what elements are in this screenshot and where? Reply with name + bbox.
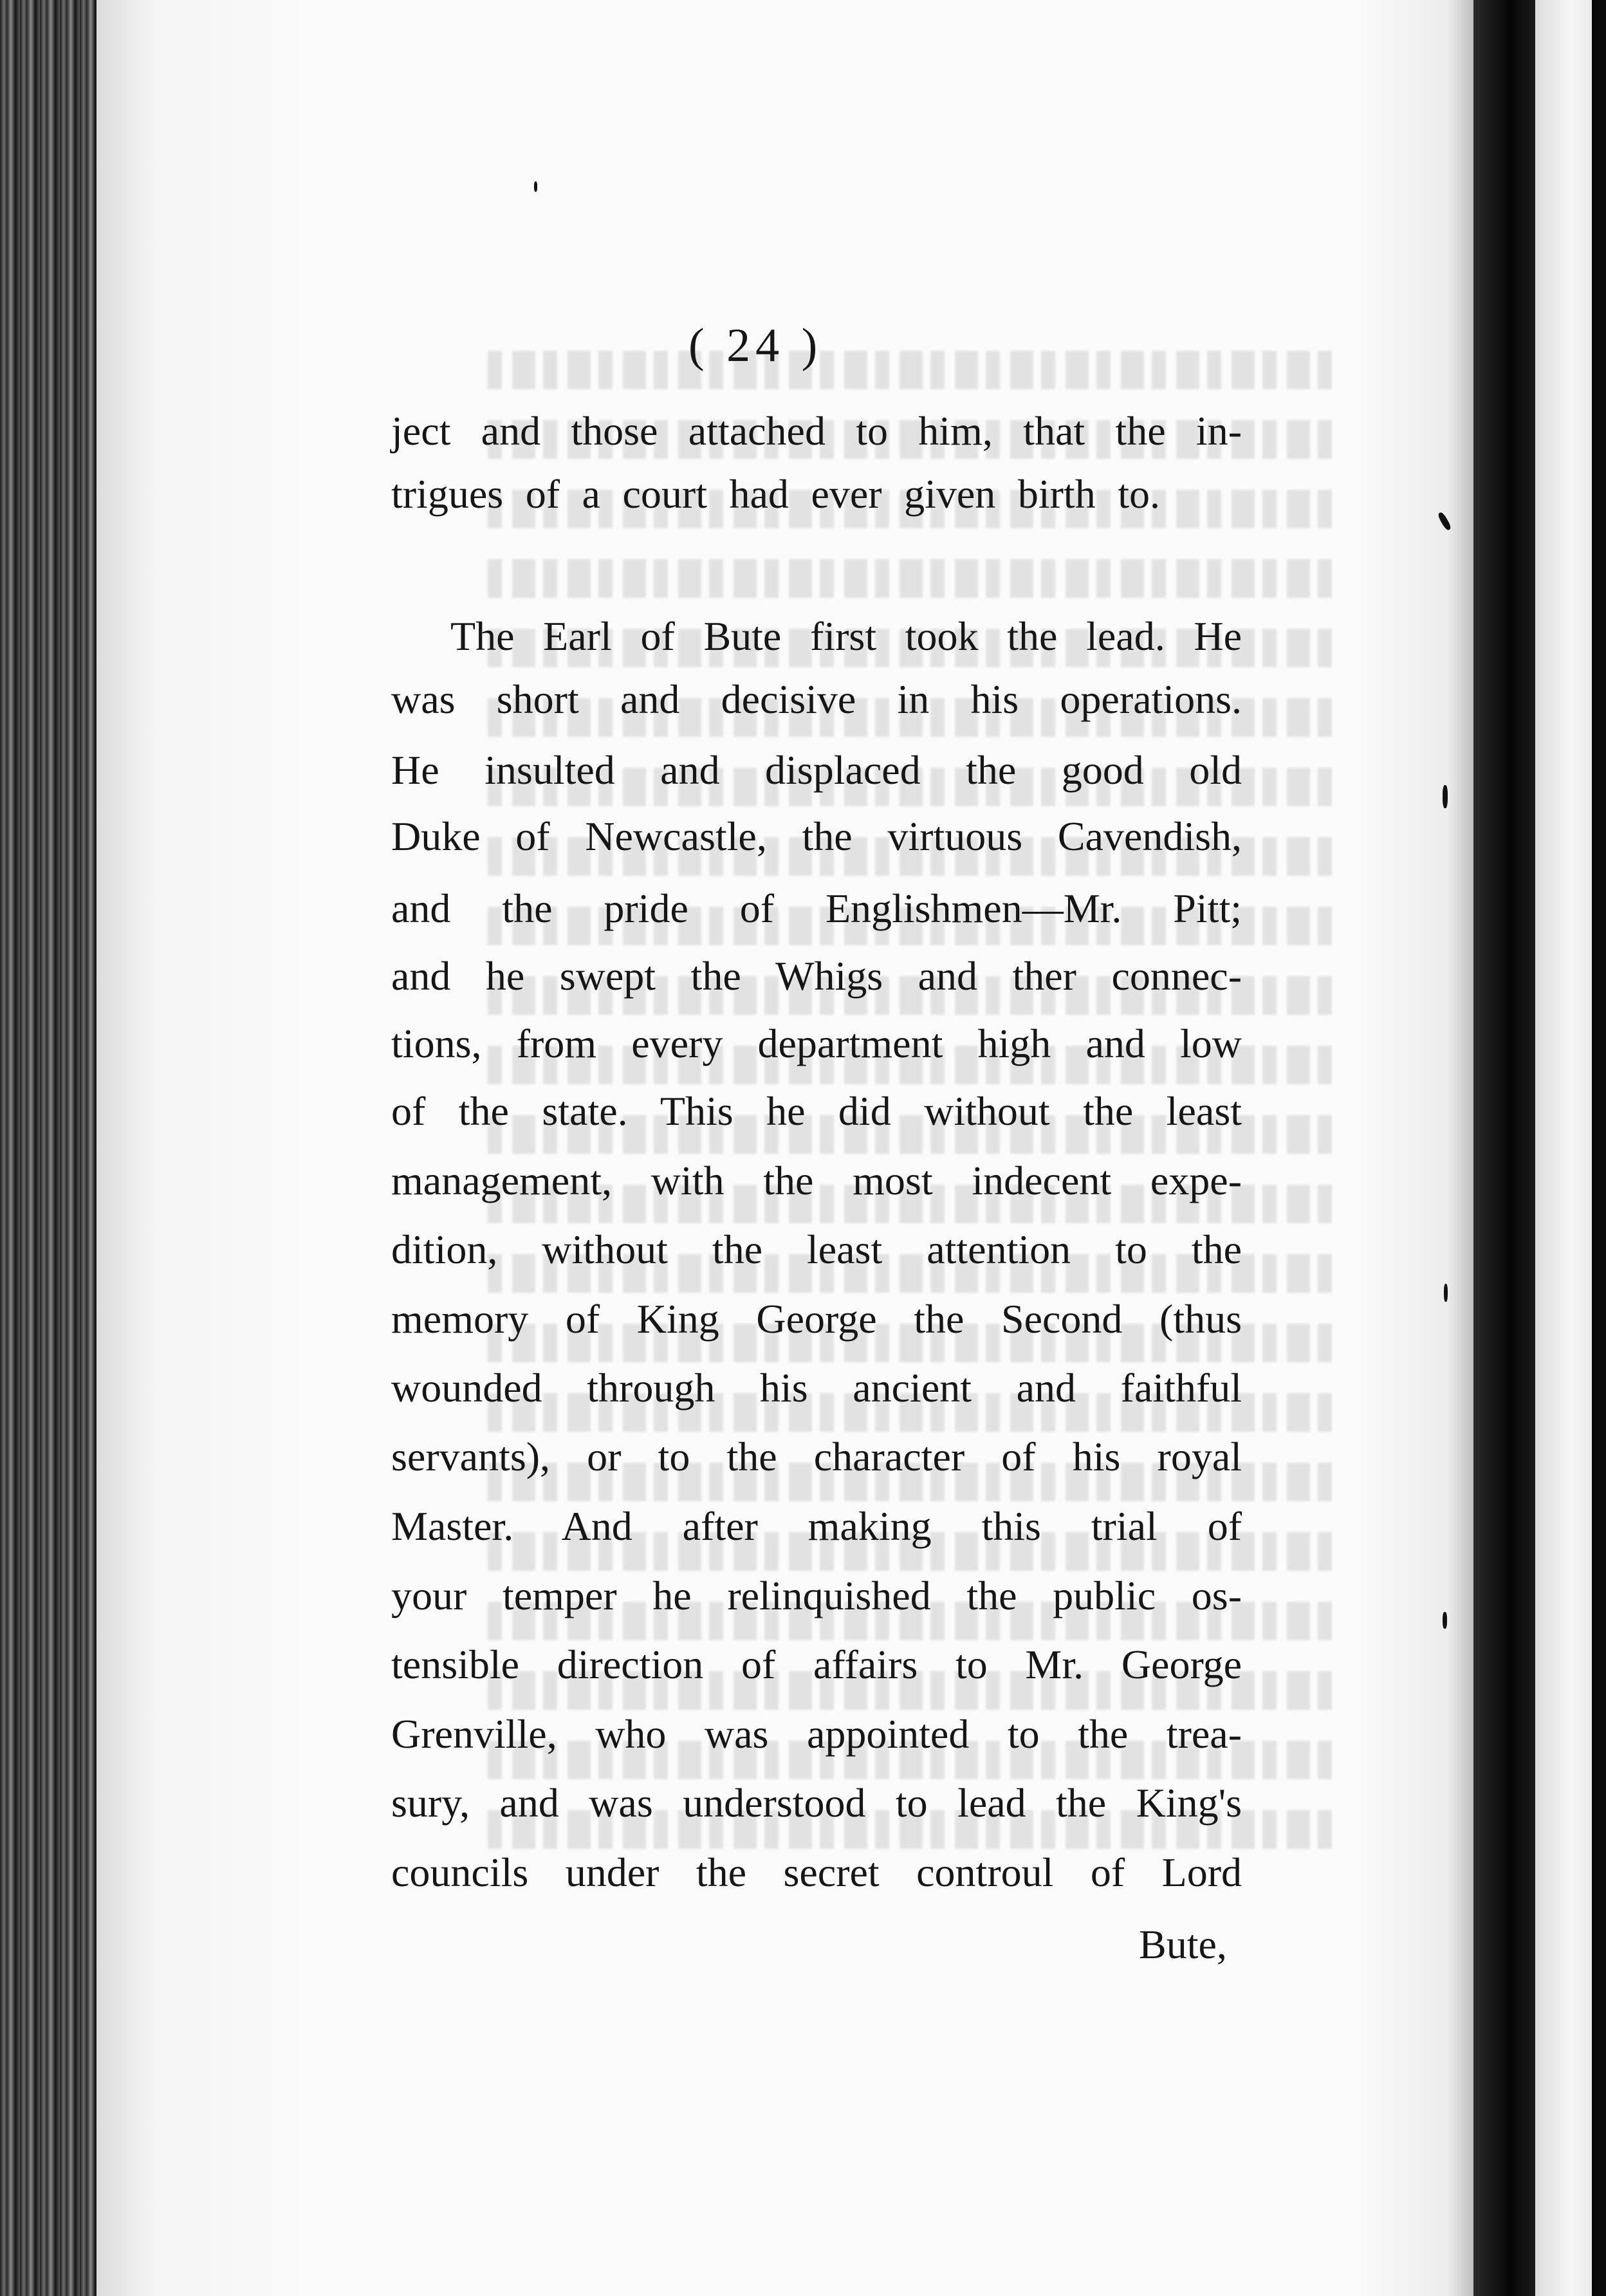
book-binding-edge xyxy=(0,0,97,2296)
text-line: and the pride of Englishmen—Mr. Pitt; xyxy=(391,885,1242,931)
ink-speck xyxy=(534,181,537,192)
ink-speck xyxy=(1443,1612,1447,1629)
ink-speck xyxy=(1443,785,1448,808)
text-line: dition, without the least attention to the xyxy=(391,1227,1242,1272)
text-line: tensible direction of affairs to Mr. George xyxy=(391,1642,1242,1687)
text-line: servants), or to the character of his royal xyxy=(391,1434,1242,1479)
text-line: your temper he relinquished the public os- xyxy=(391,1573,1242,1618)
text-line: was short and decisive in his operations. xyxy=(391,676,1242,722)
catchword: Bute, xyxy=(1139,1921,1227,1967)
text-line: of the state. This he did without the least xyxy=(391,1088,1242,1134)
text-line: tions, from every department high and low xyxy=(391,1021,1242,1066)
text-line: sury, and was understood to lead the King's xyxy=(391,1780,1242,1826)
text-line: Duke of Newcastle, the virtuous Cavendish, xyxy=(391,813,1242,859)
text-line: The Earl of Bute first took the lead. He xyxy=(450,613,1242,659)
page-gutter-shadow xyxy=(1473,0,1535,2296)
page-number: ( 24 ) xyxy=(688,319,823,372)
text-line: Grenville, who was appointed to the trea- xyxy=(391,1711,1242,1757)
text-line: He insulted and displaced the good old xyxy=(391,747,1242,793)
text-line: and he swept the Whigs and ther connec- xyxy=(391,953,1242,999)
text-line: ject and those attached to him, that the in- xyxy=(391,408,1242,454)
text-line: management, with the most indecent expe- xyxy=(391,1158,1242,1203)
text-line: memory of King George the Second (thus xyxy=(391,1296,1242,1342)
ink-speck xyxy=(1437,512,1452,532)
text-line: trigues of a court had ever given birth to. xyxy=(391,471,1160,517)
text-line: wounded through his ancient and faithful xyxy=(391,1365,1242,1411)
facing-page-edge xyxy=(1535,0,1606,2296)
text-line: Master. And after making this trial of xyxy=(391,1503,1242,1549)
text-line: councils under the secret controul of Lord xyxy=(391,1849,1242,1895)
ink-speck xyxy=(1444,1284,1448,1302)
